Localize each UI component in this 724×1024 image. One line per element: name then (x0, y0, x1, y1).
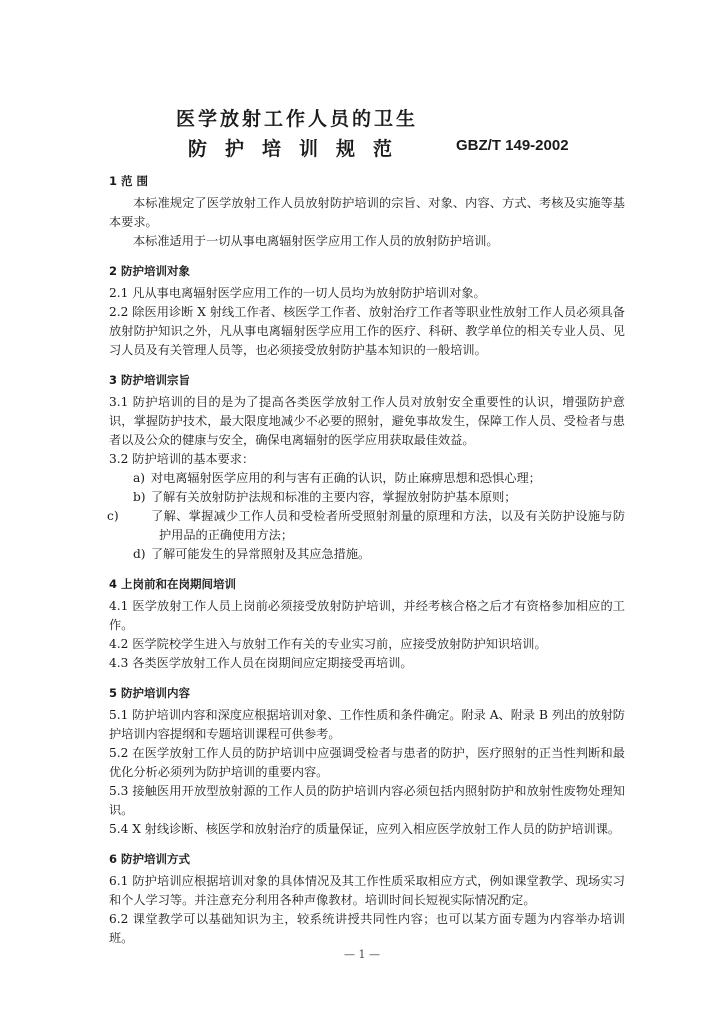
section-training-methods (109, 850, 625, 948)
page-number: — 1 — (344, 948, 380, 961)
section-scope (109, 172, 625, 251)
section-title: 3 防护培训宗旨 (109, 373, 191, 387)
list-item-label: d) (133, 547, 146, 561)
paragraph: 5.2 在医学放射工作人员的防护培训中应强调受检者与患者的防护，医疗照射的正当性判断和最优化分析必须列为防护培训的重要内容。 (109, 746, 625, 779)
list-item (109, 545, 625, 564)
paragraph: 本标准规定了医学放射工作人员放射防护培训的宗旨、对象、内容、方式、考核及实施等基本要求。 (109, 196, 625, 229)
list-item-text: 了解有关放射防护法规和标准的主要内容，掌握放射防护基本原则； (150, 490, 517, 504)
section-pre-and-on-duty-training (109, 575, 625, 673)
paragraph: 2.2 除医用诊断 X 射线工作者、核医学工作者、放射治疗工作者等职业性放射工作人员必须具备放射防护知识之外，凡从事电离辐射医学应用工作的医疗、科研、教学单位的相关专业人员、见习人员及有关管理人员等，也必须接受放射防护基本知识的一般培训。 (109, 305, 625, 357)
paragraph: 2.1 凡从事电离辐射医学应用工作的一切人员均为放射防护培训对象。 (109, 286, 486, 300)
document-body (109, 172, 625, 959)
paragraph: 3.1 防护培训的目的是为了提高各类医学放射工作人员对放射安全重要性的认识，增强防护意识，掌握防护技术，最大限度地减少不必要的照射，避免事故发生，保障工作人员、受检者与患者以及公众的健康与安全，确保电离辐射的医学应用获取最佳效益。 (109, 395, 625, 447)
list-item-text: 对电离辐射医学应用的利与害有正确的认识，防止麻痹思想和恐惧心理； (150, 471, 541, 485)
section-title: 2 防护培训对象 (109, 264, 191, 278)
list-item-text: 了解、掌握减少工作人员和受检者所受照射剂量的原理和方法，以及有关防护设施与防护用品的正确使用方法； (151, 509, 626, 542)
paragraph: 4.3 各类医学放射工作人员在岗期间应定期接受再培训。 (109, 656, 413, 670)
section-training-purpose (109, 371, 625, 564)
section-training-content (109, 684, 625, 839)
document-title-line2: 防护培训规范 (188, 138, 411, 160)
list-item-label: b) (133, 490, 146, 504)
document-title-line1: 医学放射工作人员的卫生 (176, 108, 419, 130)
standard-code: GBZ/T 149-2002 (456, 137, 569, 154)
list-item-text: 了解可能发生的异常照射及其应急措施。 (150, 547, 371, 561)
paragraph: 4.2 医学院校学生进入与放射工作有关的专业实习前，应接受放射防护知识培训。 (109, 637, 547, 651)
section-training-targets (109, 262, 625, 360)
paragraph: 6.1 防护培训应根据培训对象的具体情况及其工作性质采取相应方式，例如课堂教学、现场实习和个人学习等。并注意充分利用各种声像教材。培训时间长短视实际情况酌定。 (109, 874, 625, 907)
section-title: 5 防护培训内容 (109, 686, 191, 700)
paragraph: 本标准适用于一切从事电离辐射医学应用工作人员的放射防护培训。 (133, 234, 499, 248)
list-item (109, 507, 625, 545)
list-item (109, 469, 625, 488)
list-item-label: c) (107, 509, 119, 523)
paragraph: 6.2 课堂教学可以基础知识为主，较系统讲授共同性内容；也可以某方面专题为内容举办培训班。 (109, 912, 625, 945)
section-title: 6 防护培训方式 (109, 852, 191, 866)
paragraph: 5.3 接触医用开放型放射源的工作人员的防护培训内容必须包括内照射防护和放射性废物处理知识。 (109, 784, 625, 817)
paragraph: 3.2 防护培训的基本要求： (109, 452, 255, 466)
list-item (109, 488, 625, 507)
list-item-label: a) (133, 471, 146, 485)
paragraph: 4.1 医学放射工作人员上岗前必须接受放射防护培训，并经考核合格之后才有资格参加相应的工作。 (109, 599, 625, 632)
paragraph: 5.4 X 射线诊断、核医学和放射治疗的质量保证，应列入相应医学放射工作人员的防护培训课。 (109, 822, 621, 836)
section-title: 1 范 围 (109, 174, 149, 188)
section-title: 4 上岗前和在岗期间培训 (109, 577, 237, 591)
paragraph: 5.1 防护培训内容和深度应根据培训对象、工作性质和条件确定。附录 A、附录 B 列出的放射防护培训内容提纲和专题培训课程可供参考。 (109, 708, 625, 741)
